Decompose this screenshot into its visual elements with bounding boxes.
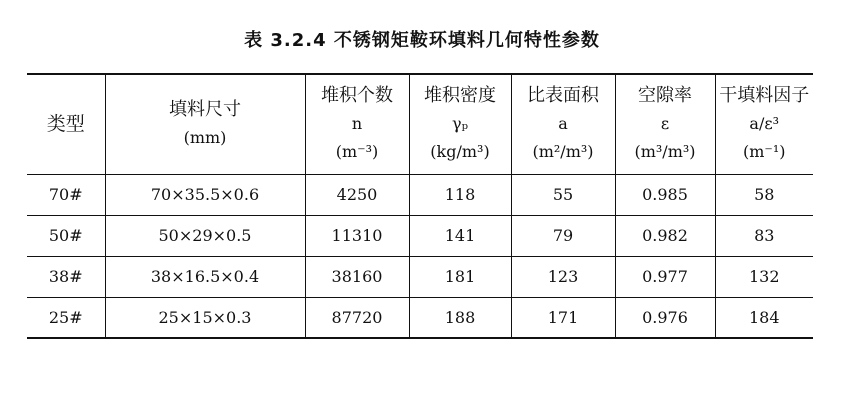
table-row	[27, 256, 813, 297]
header-type: 类型	[27, 74, 105, 174]
cell-density: 181	[409, 256, 511, 297]
packing-parameters-table	[27, 73, 813, 339]
cell-factor: 184	[715, 297, 813, 338]
cell-density: 188	[409, 297, 511, 338]
cell-surface: 55	[511, 174, 615, 215]
cell-surface: 171	[511, 297, 615, 338]
cell-void: 0.985	[615, 174, 715, 215]
cell-factor: 132	[715, 256, 813, 297]
cell-count: 4250	[305, 174, 409, 215]
cell-factor: 83	[715, 215, 813, 256]
header-dry-packing-factor: 干填料因子 a/ε³ (m⁻¹)	[715, 74, 813, 174]
cell-count: 87720	[305, 297, 409, 338]
header-row	[27, 74, 813, 174]
cell-void: 0.977	[615, 256, 715, 297]
table-caption: 表 3.2.4 不锈钢矩鞍环填料几何特性参数	[244, 30, 600, 51]
cell-size: 70×35.5×0.6	[105, 174, 305, 215]
cell-surface: 123	[511, 256, 615, 297]
table-row	[27, 174, 813, 215]
cell-count: 11310	[305, 215, 409, 256]
header-specific-surface: 比表面积 a (m²/m³)	[511, 74, 615, 174]
cell-size: 25×15×0.3	[105, 297, 305, 338]
cell-size: 50×29×0.5	[105, 215, 305, 256]
cell-density: 141	[409, 215, 511, 256]
cell-density: 118	[409, 174, 511, 215]
cell-type: 25#	[27, 297, 105, 338]
cell-size: 38×16.5×0.4	[105, 256, 305, 297]
cell-void: 0.982	[615, 215, 715, 256]
header-packing-size: 填料尺寸 (mm)	[105, 74, 305, 174]
cell-surface: 79	[511, 215, 615, 256]
header-bulk-count: 堆积个数 n (m⁻³)	[305, 74, 409, 174]
cell-void: 0.976	[615, 297, 715, 338]
table-row	[27, 297, 813, 338]
cell-type: 70#	[27, 174, 105, 215]
table-row	[27, 215, 813, 256]
cell-type: 38#	[27, 256, 105, 297]
cell-type: 50#	[27, 215, 105, 256]
cell-factor: 58	[715, 174, 813, 215]
header-bulk-density: 堆积密度 γₚ (kg/m³)	[409, 74, 511, 174]
cell-count: 38160	[305, 256, 409, 297]
header-void-fraction: 空隙率 ε (m³/m³)	[615, 74, 715, 174]
